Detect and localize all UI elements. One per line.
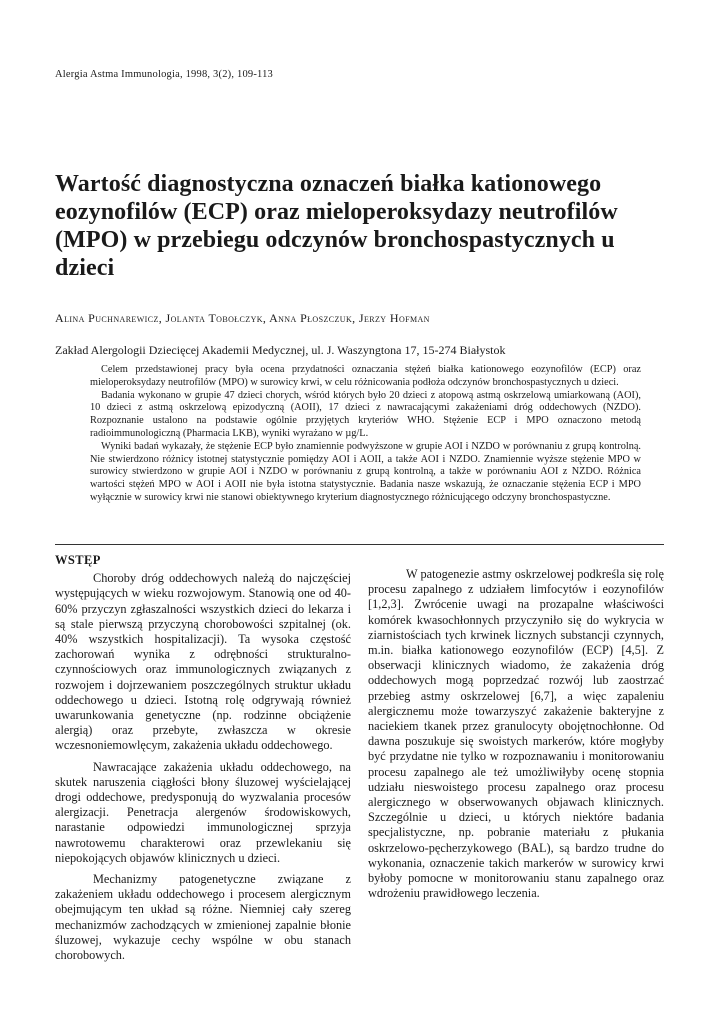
abstract-paragraph-results: Wyniki badań wykazały, że stężenie ECP było znamiennie podwyższone w grupie AOI i NZDO w porównaniu z grupą kontrolną. Nie stwierdzono różnicy istotnej statystycznie pomiędzy AOI i AOII, a także AOI i NZDO. Znamiennie wyższe stężenie MPO w surowicy stwierdzono w grupie AOI i NZDO w porównaniu z grupą kontrolną, a także w porównaniu AOI z NZDO. Różnica wartości stężeń MPO w AOI i AOII nie była istotna statystycznie. Badania nasze wskazują, że oznaczanie stężenia ECP i MPO wyłącznie w surowicy krwi nie stanowi obiektywnego kryterium diagnostycznego różnicującego odczyny bronchospastyczne. [90, 440, 641, 503]
abstract [90, 364, 641, 505]
body-paragraph: W patogenezie astmy oskrzelowej podkreśla się rolę procesu zapalnego z udziałem limfocytów i eozynofilów [1,2,3]. Zwrócenie uwagi na prozapalne właściwości komórek kwasochłonnych przyczyniło się do wykrycia w ziarnistościach tych krwinek licznych substancji czynnych, m.in. białka kationowego eozynofilów (ECP) [4,5]. Z obserwacji klinicznych wiadomo, że zakażenia dróg oddechowych mogą poprzedzać rozwój lub zaostrzać przebieg astmy oskrzelowej [6,7], a więc zapaleniu alergicznemu może towarzyszyć zakażenie bakteryjne z naciekiem tkanek przez granulocyty obojętnochłonne. Od dawna poszukuje się swoistych markerów, które mogłyby być przydatne nie tylko w rozpoznawaniu i monitorowaniu procesu zapalnego ale też umożliwiłyby ocenę stopnia udziału nieswoistego procesu zapalnego oraz procesu alergicznego w obserwowanych objawach klinicznych. Szczególnie u dzieci, u których niektóre badania specjalistyczne, np. pobranie materiału z płukania oskrzelowo-pęcherzykowego (BAL), są bardzo trudne do wykonania, oznaczenie takich markerów w surowicy krwi byłoby pomocne w monitorowaniu stanu zapalnego oraz wdrożeniu prawidłowego leczenia. [368, 567, 664, 901]
affiliation: Zakład Alergologii Dziecięcej Akademii Medycznej, ul. J. Waszyngtona 17, 15-274 Białystok [55, 343, 506, 357]
body-paragraph: Choroby dróg oddechowych należą do najczęściej występujących w wieku rozwojowym. Stanowią one od 40-60% przyczyn zgłaszalności wszystkich dzieci do lekarza i są stale pierwszą przyczyną chorobowości szpitalnej (ok. 40% wszystkich hospitalizacji). Ta wysoka częstość zachorowań wynika z odrębności strukturalno-czynnościowych oraz immunologicznych związanych z rozwojem i dojrzewaniem poszczególnych struktur układu oddechowego u dzieci. Istotną rolę odgrywają również uwarunkowania genetyczne (np. rodzinne obciążenie alergią) oraz przebyte, zwłaszcza w okresie wczesnoniemowlęcym, zakażenia układu oddechowego. [55, 571, 351, 753]
section-heading: WSTĘP [55, 553, 101, 567]
author-list: Alina Puchnarewicz, Jolanta Tobołczyk, Anna Płoszczuk, Jerzy Hofman [55, 311, 430, 325]
abstract-paragraph-aim: Celem przedstawionej pracy była ocena przydatności oznaczania stężeń białka kationowego eozynofilów (ECP) oraz mieloperoksydazy neutrofilów (MPO) w surowicy krwi, w celu różnicowania podłoża odczynów bronchospastycznych u dzieci. [90, 364, 641, 388]
article-title: Wartość diagnostyczna oznaczeń białka kationowego eozynofilów (ECP) oraz mieloperoksydazy neutrofilów (MPO) w przebiegu odczynów bronchospastycznych u dzieci [55, 171, 618, 281]
body-paragraph: Nawracające zakażenia układu oddechowego, na skutek naruszenia ciągłości błony śluzowej wyścielającej drogi oddechowe, predysponują do wyzwalania procesów alergizacji. Penetracja alergenów środowiskowych, narastanie odpowiedzi immunologicznej sprzyja nawrotowemu charakterowi oraz przewlekaniu się niepokojących objawów klinicznych u dzieci. [55, 759, 351, 865]
body-paragraph: Mechanizmy patogenetyczne związane z zakażeniem układu oddechowego i procesem alergicznym obejmującym ten układ są różne. Niemniej cały szereg mechanizmów zachodzących w zmienionej zapalnie błonie śluzowej, wykazuje cechy wspólne w obu stanach chorobowych. [55, 872, 351, 963]
body-column-left [55, 553, 351, 963]
journal-citation: Alergia Astma Immunologia, 1998, 3(2), 109-113 [55, 69, 274, 80]
body-column-right [368, 567, 664, 901]
section-divider [55, 544, 664, 545]
abstract-paragraph-methods: Badania wykonano w grupie 47 dzieci chorych, wśród których było 20 dzieci z atopową astmą oskrzelową umiarkowaną (AOI), 10 dzieci z astmą oskrzelową epizodyczną (AOII), 17 dzieci z nawracającymi zakażeniami dróg oddechowych (NZDO). Rozpoznanie ustalono na podstawie ogólnie przyjętych kryteriów WHO. Stężenie ECP i MPO oznaczono metodą radioimmunologiczną (Pharmacia LKB), wyniki wyrażano w µg/L. [90, 389, 641, 439]
